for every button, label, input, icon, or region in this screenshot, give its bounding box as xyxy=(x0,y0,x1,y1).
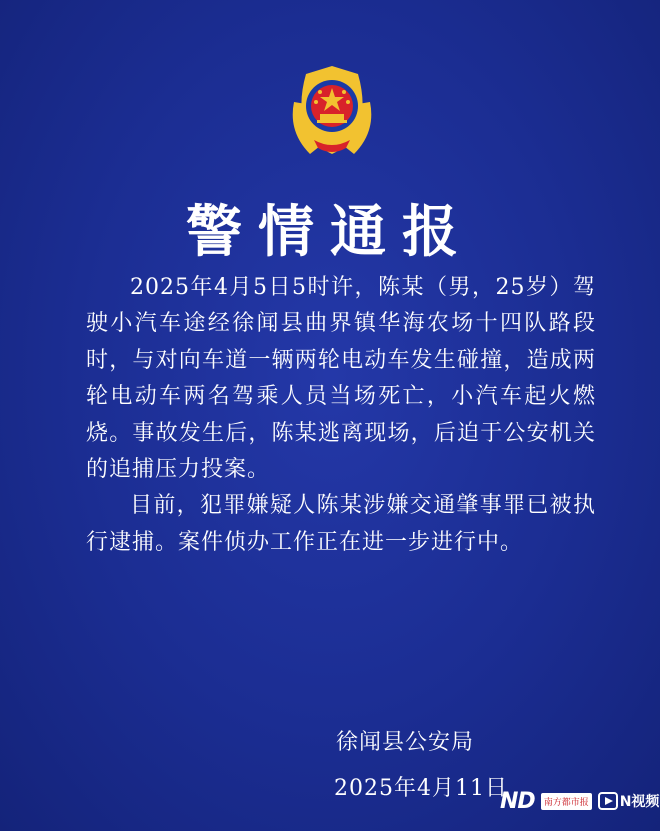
n-video-logo xyxy=(598,791,660,811)
notice-signature xyxy=(334,725,508,807)
media-watermark xyxy=(500,786,660,816)
issue-date: 2025年4月11日 xyxy=(334,776,508,801)
nd-logo: ND xyxy=(500,788,535,814)
issuing-organization: 徐闻县公安局 xyxy=(336,730,475,755)
n-video-play-icon xyxy=(598,791,618,811)
notice-paragraph-1: 2025年4月5日5时许，陈某（男，25岁）驾驶小汽车途经徐闻县曲界镇华海农场十四队路段时，与对向车道一辆两轮电动车发生碰撞，造成两轮电动车两名驾乘人员当场死亡，小汽车起火燃烧。事故发生后，陈某逃离现场，后迫于公安机关的追捕压力投案。 xyxy=(86,275,596,483)
nd-badge: 南方都市报 xyxy=(541,793,592,810)
notice-title: 警情通报 xyxy=(186,200,474,265)
police-emblem-icon xyxy=(280,62,384,166)
notice-body xyxy=(86,270,596,561)
n-video-label: N视频 xyxy=(619,794,660,810)
notice-paragraph-2: 目前，犯罪嫌疑人陈某涉嫌交通肇事罪已被执行逮捕。案件侦办工作正在进一步进行中。 xyxy=(86,493,596,555)
